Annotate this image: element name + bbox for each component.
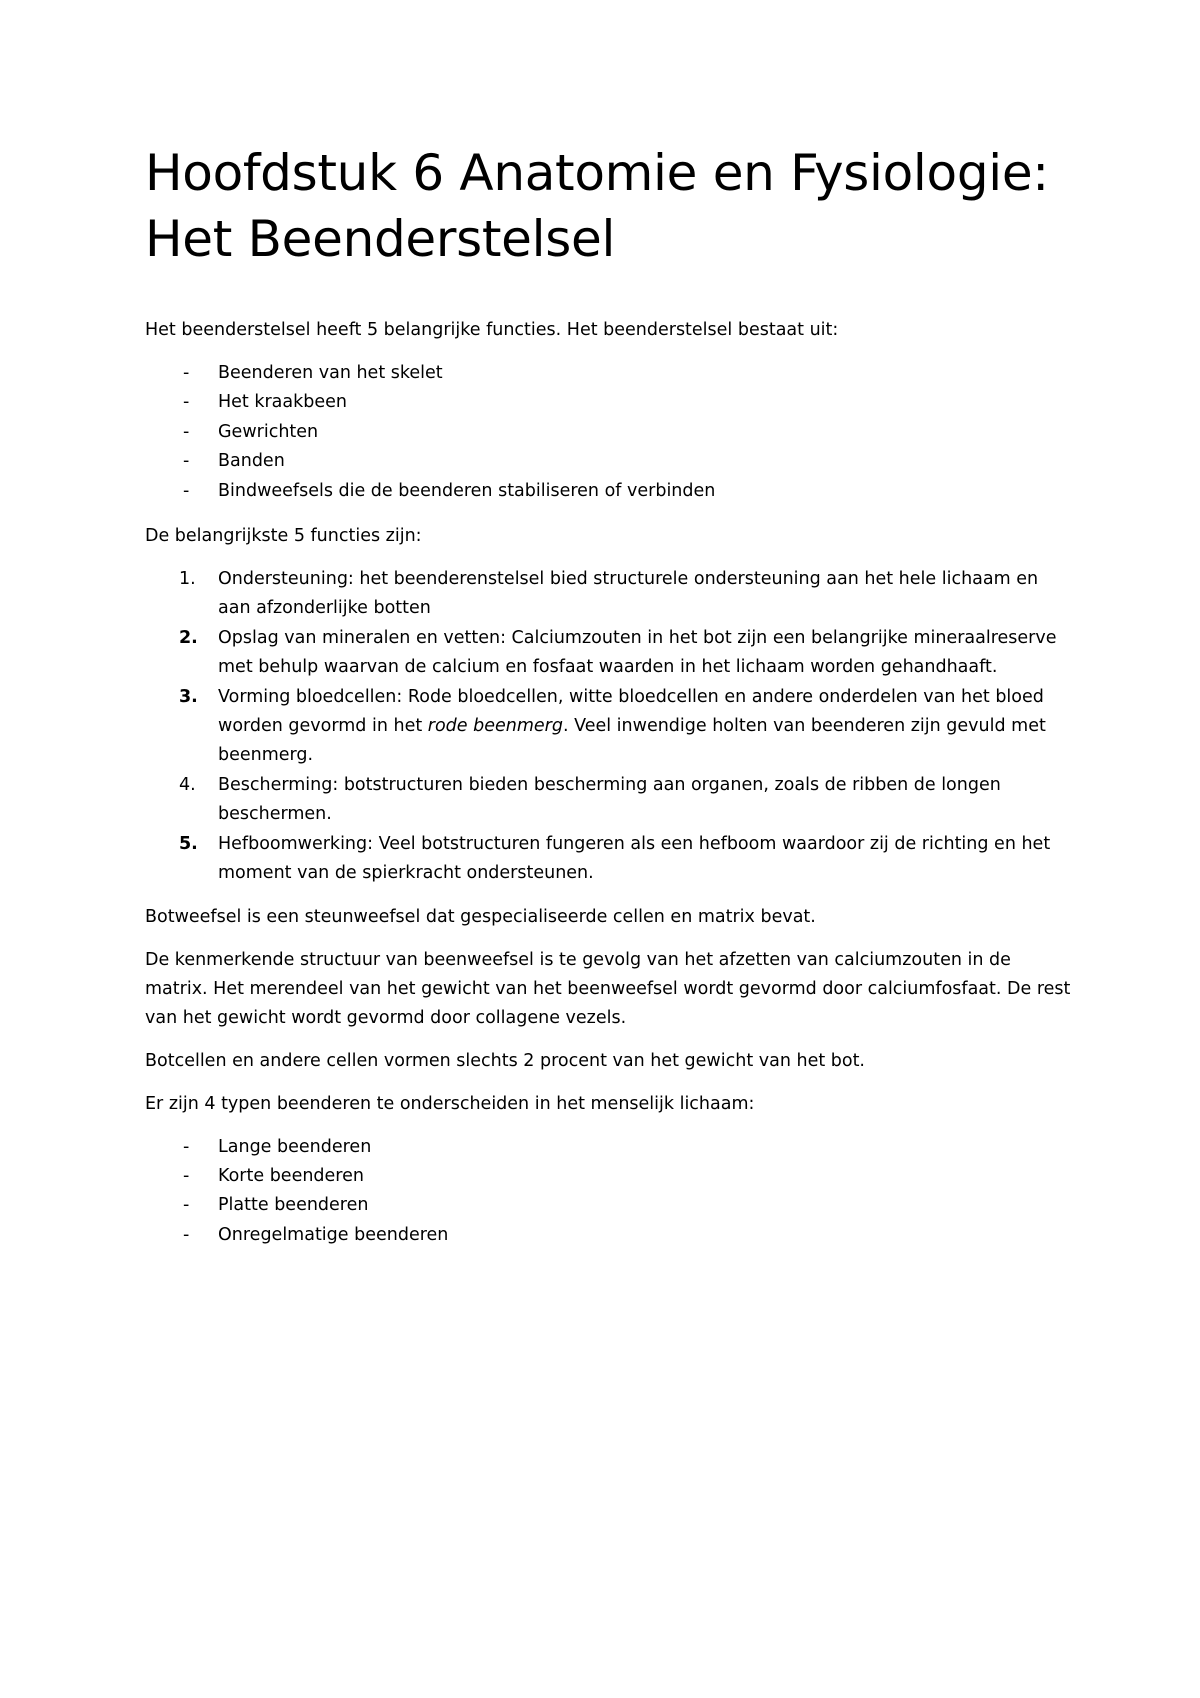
item-number: 1. <box>179 569 196 590</box>
item-text-after: . Veel inwendige holten van beenderen zijn gevuld met beenmerg. <box>218 716 1046 766</box>
botweefsel-paragraph: Botweefsel is een steunweefsel dat gespecialiseerde cellen en matrix bevat. <box>145 906 816 927</box>
list-item: - Onregelmatige beenderen <box>145 1221 1075 1250</box>
list-item: - Bindweefsels die de beenderen stabiliseren of verbinden <box>145 477 1075 506</box>
list-item: - Beenderen van het skelet <box>145 359 1075 388</box>
function-item-5 <box>145 830 1075 889</box>
list-item: - Het kraakbeen <box>145 388 1075 417</box>
function-item-3 <box>145 683 1075 771</box>
components-list <box>145 359 1075 506</box>
function-item-2 <box>145 624 1075 683</box>
list-item: - Platte beenderen <box>145 1191 1075 1220</box>
item-text: Ondersteuning: het beenderenstelsel bied structurele ondersteuning aan het hele lichaam en aan afzonderlijke botten <box>218 569 1039 619</box>
item-text: Hefboomwerking: Veel botstructuren fungeren als een hefboom waardoor zij de richting en het moment van de spierkracht ondersteunen. <box>218 833 1051 884</box>
function-item-4 <box>145 771 1075 830</box>
types-intro: Er zijn 4 typen beenderen te onderscheiden in het menselijk lichaam: <box>145 1093 755 1114</box>
list-item: - Korte beenderen <box>145 1162 1075 1191</box>
page-title: Hoofdstuk 6 Anatomie en Fysiologie: Het Beenderstelsel <box>145 144 1049 268</box>
item-number: 5. <box>179 833 198 854</box>
item-text: Bescherming: botstructuren bieden bescherming aan organen, zoals de ribben de longen beschermen. <box>218 774 1001 825</box>
functions-intro: De belangrijkste 5 functies zijn: <box>145 526 422 547</box>
item-number: 3. <box>179 686 198 707</box>
structuur-paragraph: De kenmerkende structuur van beenweefsel is te gevolg van het afzetten van calciumzouten in de matrix. Het merendeel van het gewicht van het beenweefsel wordt gevormd door calciumfosfaat. De rest van het gewicht wordt gevormd door collagene vezels. <box>145 949 1071 1028</box>
intro-paragraph: Het beenderstelsel heeft 5 belangrijke functies. Het beenderstelsel bestaat uit: <box>145 320 839 340</box>
item-text: Opslag van mineralen en vetten: Calciumzouten in het bot zijn een belangrijke mineraalreserve met behulp waarvan de calcium en fosfaat waarden in het lichaam worden gehandhaaft. <box>218 627 1057 678</box>
item-number: 2. <box>179 627 198 648</box>
item-text-italic: rode beenmerg <box>427 716 563 737</box>
list-item: - Lange beenderen <box>145 1133 1075 1162</box>
list-item: - Gewrichten <box>145 418 1075 447</box>
functions-list <box>145 565 1075 888</box>
types-list <box>145 1133 1075 1251</box>
list-item: - Banden <box>145 447 1075 476</box>
item-text-before: Vorming bloedcellen: Rode bloedcellen, witte bloedcellen en andere onderdelen van het bloed worden gevormd in het <box>218 686 1044 737</box>
function-item-1 <box>145 565 1075 624</box>
botcellen-paragraph: Botcellen en andere cellen vormen slechts 2 procent van het gewicht van het bot. <box>145 1050 865 1071</box>
document-page <box>145 140 1075 1266</box>
item-number: 4. <box>179 774 196 795</box>
